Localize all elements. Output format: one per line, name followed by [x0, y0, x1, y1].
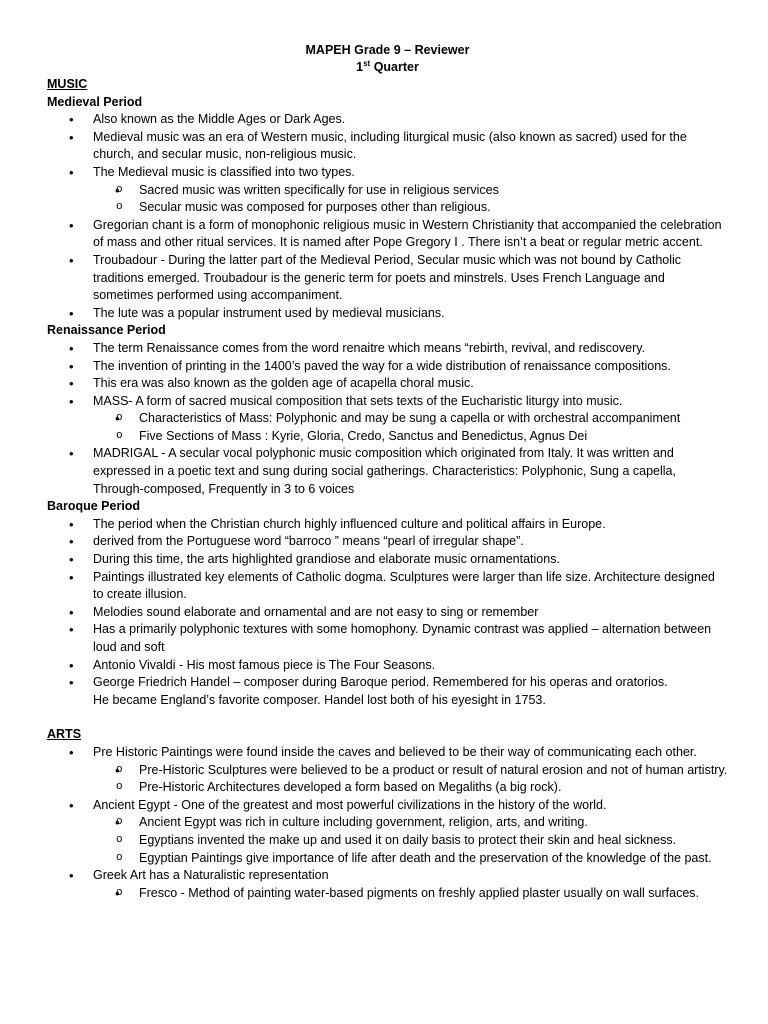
quarter-ordinal: st: [363, 58, 371, 68]
sub-list-item: o • Fresco - Method of painting water-based pigments on freshly applied plaster usually on wall surfaces.: [93, 885, 728, 903]
arts-list-greek: [47, 867, 728, 885]
period-heading-medieval: Medieval Period: [47, 94, 143, 109]
list-item: • The term Renaissance comes from the word renaitre which means “rebirth, revival, and rediscovery.: [47, 340, 728, 358]
arts-list-egypt: [47, 797, 728, 815]
medieval-list-continued: [47, 217, 728, 323]
sublist-container: [93, 182, 728, 217]
sub-list-item: o • Ancient Egypt was rich in culture including government, religion, arts, and writing.: [93, 814, 728, 832]
sublist-container: [93, 762, 728, 797]
list-item: • MASS- A form of sacred musical composition that sets texts of the Eucharistic liturgy into music.: [47, 393, 728, 411]
list-item: • derived from the Portuguese word “barroco ” means “pearl of irregular shape”.: [47, 533, 728, 551]
medieval-list: [47, 111, 728, 181]
list-item: • This era was also known as the golden age of acapella choral music.: [47, 375, 728, 393]
list-item: • Troubadour - During the latter part of the Medieval Period, Secular music which was not bound by Catholic traditions emerged. Troubadour is the generic term for poets and minstrels. Uses French Language and sometimes performed using accompaniment.: [47, 252, 728, 305]
list-item: • Medieval music was an era of Western music, including liturgical music (also known as sacred) used for the church, and secular music, non-religious music.: [47, 129, 728, 164]
mass-sub-list: [93, 410, 728, 445]
medieval-types-wrapper: [93, 182, 728, 217]
egypt-sub-list: [93, 814, 728, 867]
sublist-container: [93, 410, 728, 445]
list-item: [47, 164, 728, 182]
sub-list-item: o Pre-Historic Architectures developed a form based on Megaliths (a big rock).: [93, 779, 728, 797]
quarter-word: Quarter: [370, 60, 419, 74]
mass-sub-wrapper: [93, 410, 728, 445]
list-item: • The lute was a popular instrument used by medieval musicians.: [47, 305, 728, 323]
renaissance-list-continued: [47, 445, 728, 498]
sublist-container: [93, 885, 728, 903]
sub-list-item: o Secular music was composed for purposes other than religious.: [93, 199, 728, 217]
sub-list-item: o • Pre-Historic Sculptures were believed to be a product or result of natural erosion and not of human artistry.: [93, 762, 728, 780]
greek-sub-list: [93, 885, 728, 903]
list-item: • Ancient Egypt - One of the greatest and most powerful civilizations in the history of the world.: [47, 797, 728, 815]
list-item: • Has a primarily polyphonic textures with some homophony. Dynamic contrast was applied – alternation between loud and soft: [47, 621, 728, 656]
list-item: • Also known as the Middle Ages or Dark Ages.: [47, 111, 728, 129]
list-item-text: The Medieval music is classified into two types.: [93, 164, 355, 179]
period-heading-baroque: Baroque Period: [47, 499, 141, 514]
arts-list: [47, 744, 728, 762]
section-heading-arts: ARTS: [47, 727, 82, 742]
sub-list-item: o • Characteristics of Mass: Polyphonic and may be sung a capella or with orchestral accompaniment: [93, 410, 728, 428]
sub-list-item: o Egyptians invented the make up and used it on daily basis to protect their skin and heal sickness.: [93, 832, 728, 850]
sub-list-item: o Egyptian Paintings give importance of life after death and the preservation of the knowledge of the past.: [93, 850, 728, 868]
quarter-line: [47, 59, 728, 76]
list-item: • George Friedrich Handel – composer during Baroque period. Remembered for his operas and oratorios. He became England’s favorite composer. Handel lost both of his eyesight in 1753.: [47, 674, 728, 709]
section-heading-music: MUSIC: [47, 77, 88, 91]
list-item: • During this time, the arts highlighted grandiose and elaborate music ornamentations.: [47, 551, 728, 569]
list-item: • The invention of printing in the 1400’s paved the way for a wide distribution of renaissance compositions.: [47, 358, 728, 376]
list-item: • Gregorian chant is a form of monophonic religious music in Western Christianity that accompanied the celebration of mass and other ritual services. It is named after Pope Gregory I . There isn’t a beat or regular metric accent.: [47, 217, 728, 252]
list-item: • Greek Art has a Naturalistic representation: [47, 867, 728, 885]
prehistoric-sub-wrapper: [93, 762, 728, 797]
list-item: • Pre Historic Paintings were found inside the caves and believed to be their way of communicating each other.: [47, 744, 728, 762]
greek-sub-wrapper: [93, 885, 728, 903]
quarter-number: 1: [356, 60, 364, 74]
list-item: • Paintings illustrated key elements of Catholic dogma. Sculptures were larger than life size. Architecture designed to create illusion.: [47, 569, 728, 604]
title-line: MAPEH Grade 9 – Reviewer: [305, 43, 470, 57]
renaissance-list: [47, 340, 728, 410]
baroque-list: [47, 516, 728, 710]
list-item: • The period when the Christian church highly influenced culture and political affairs in Europe.: [47, 516, 728, 534]
sub-list-item: o • Sacred music was written specifically for use in religious services: [93, 182, 728, 200]
list-item: • MADRIGAL - A secular vocal polyphonic music composition which originated from Italy. It was written and expressed in a poetic text and sung during social gatherings. Characteristics: Polyphonic, Sung a capella, Through-composed, Frequently in 3 to 6 voices: [47, 445, 728, 498]
list-item: • Antonio Vivaldi - His most famous piece is The Four Seasons.: [47, 657, 728, 675]
sub-list-item: o Five Sections of Mass : Kyrie, Gloria, Credo, Sanctus and Benedictus, Agnus Dei: [93, 428, 728, 446]
list-item: • Melodies sound elaborate and ornamental and are not easy to sing or remember: [47, 604, 728, 622]
document-title: [47, 42, 728, 76]
prehistoric-sub-list: [93, 762, 728, 797]
sublist-container: [93, 814, 728, 867]
egypt-sub-wrapper: [93, 814, 728, 867]
period-heading-renaissance: Renaissance Period: [47, 323, 166, 338]
medieval-types-list: [93, 182, 728, 217]
